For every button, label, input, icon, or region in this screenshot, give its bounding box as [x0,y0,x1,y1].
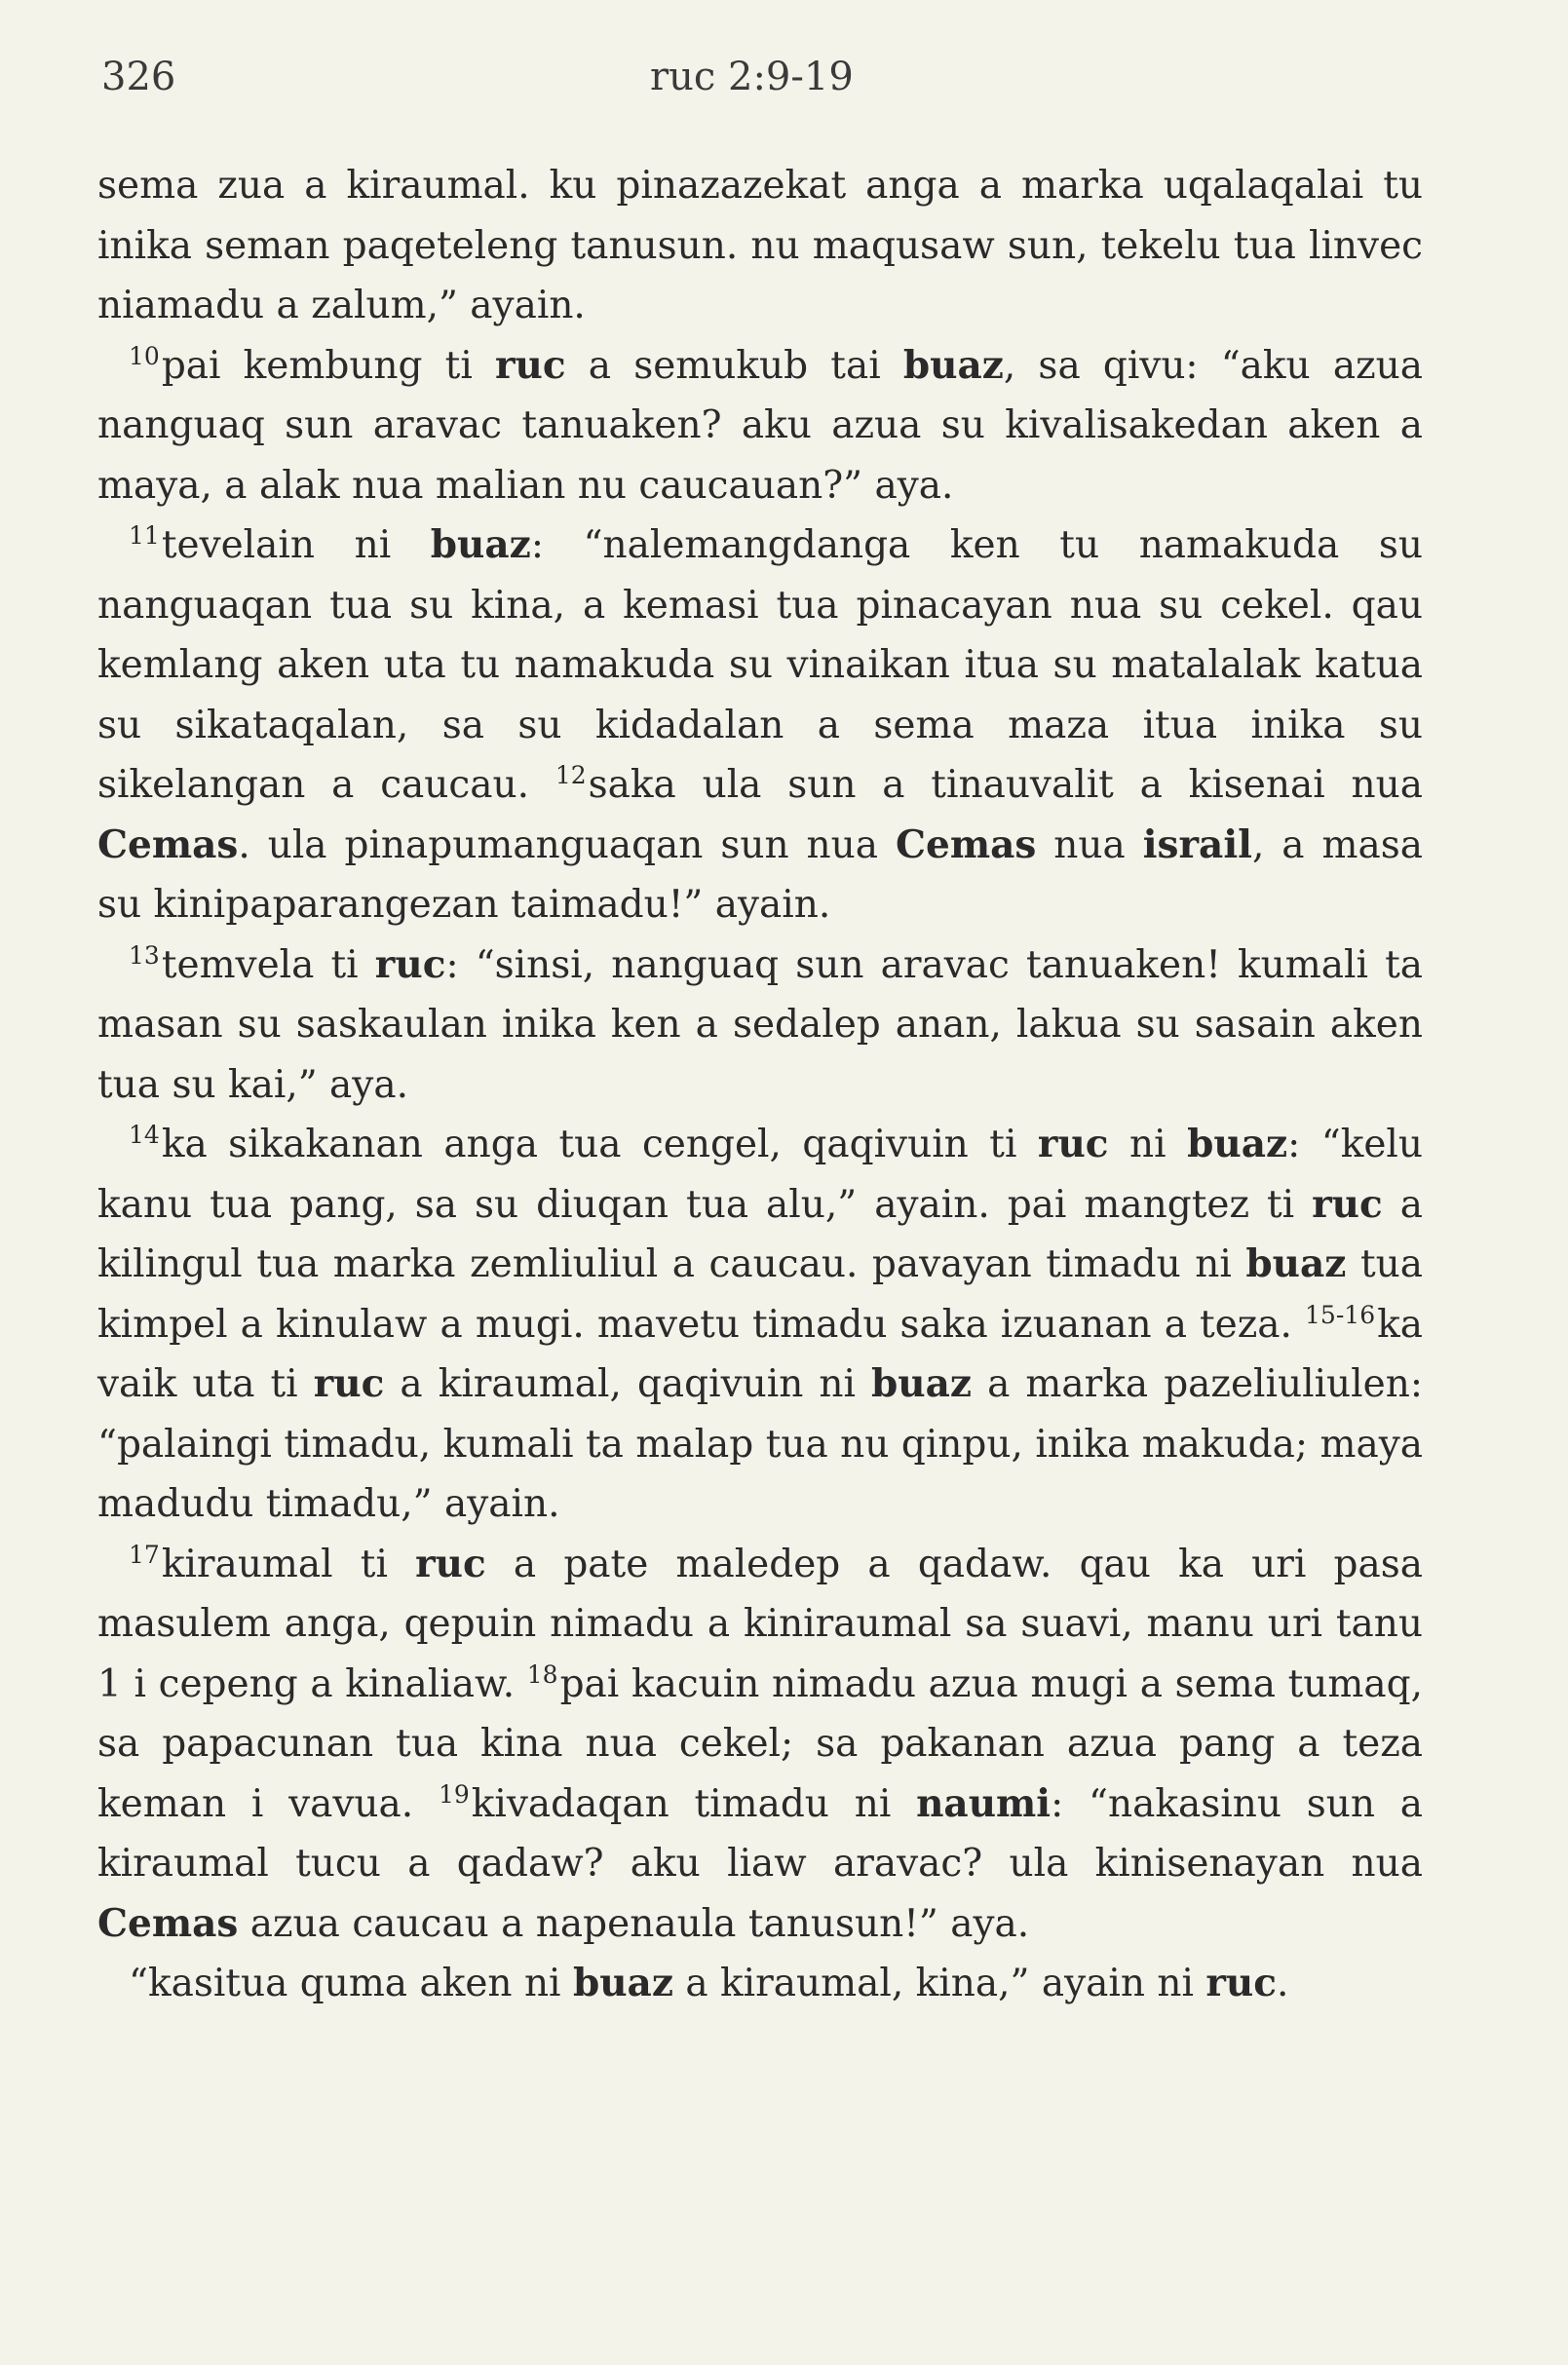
text-run: saka ula sun a tinauvalit a kisenai nua [588,763,1423,807]
verse-number: 19 [438,1779,470,1809]
text-run: nua [1036,822,1143,867]
text-run: sema zua a kiraumal. ku pinazazekat anga a marka uqalaqalai tu inika seman paqeteleng tanusun. nu maqusaw sun, tekelu tua linvec niamadu a zalum,” ayain. [97,164,1423,327]
page-header [101,55,1467,113]
text-run: , a masa su kinipaparangezan taimadu!” ayain. [97,822,1424,927]
paragraph [97,1535,1423,1955]
text-run: a kiraumal, kina,” ayain ni [672,1962,1206,2005]
text-run: pai kembung ti [161,343,495,388]
bold-name: ruc [374,941,446,987]
bold-name: Cemas [97,821,239,867]
bold-name: ruc [313,1361,385,1406]
text-run: : “nalemangdanga ken tu namakuda su nanguaqan tua su kina, a kemasi tua pinacayan nua su cekel. qau kemlang aken uta tu namakuda su vinaikan itua su matalalak katua su sikataqalan, sa su kidadalan a sema maza itua inika su sikelangan a caucau. [97,523,1423,807]
text-run: azua caucau a napenaula tanusun!” aya. [238,1901,1030,1946]
running-head: ruc 2:9-19 [650,55,854,99]
text-run: tevelain ni [161,523,431,567]
bold-name: buaz [1245,1241,1347,1286]
text-run: , sa qivu: “aku azua nanguaq sun aravac tanuaken? aku azua su kivalisakedan aken a maya, a alak nua malian nu caucauan?” aya. [97,343,1423,508]
text-run: temvela ti [161,942,375,987]
verse-number: 15-16 [1305,1300,1376,1329]
text-run: a pate maledep a qadaw. qau ka uri pasa masulem anga, qepuin nimadu a kiniraumal sa suavi, manu uri tanu 1 i cepeng a kinaliaw. [97,1542,1423,1706]
page-body-text [97,156,1423,2014]
verse-number: 14 [129,1121,160,1150]
paragraph [97,156,1423,336]
verse-number: 10 [129,341,160,370]
verse-number: 12 [555,761,587,790]
bold-name: ruc [494,342,566,388]
bold-name: ruc [415,1541,486,1586]
text-run: a semukub tai [565,343,903,388]
text-run: a kiraumal, qaqivuin ni [384,1362,872,1406]
text-run: . [1277,1962,1289,2005]
paragraph [97,336,1423,516]
bold-name: buaz [430,522,531,567]
paragraph [97,935,1423,1116]
text-run: kiraumal ti [161,1542,416,1586]
text-run: kivadaqan timadu ni [471,1781,917,1826]
text-run: ni [1108,1123,1188,1166]
text-run: a marka pazeliuliulen: “palaingi timadu, kumali ta malap tua nu qinpu, inika makuda; maya madudu timadu,” ayain. [97,1362,1423,1526]
text-run: : “kelu kanu tua pang, sa su diuqan tua alu,” ayain. pai mangtez ti [97,1123,1423,1227]
paragraph [97,1954,1423,2014]
text-run: : “nakasinu sun a kiraumal tucu a qadaw? aku liaw aravac? ula kinisenayan nua [97,1781,1423,1886]
bold-name: buaz [902,342,1004,388]
verse-number: 17 [129,1540,160,1569]
bold-name: ruc [1037,1122,1109,1166]
verse-number: 11 [129,521,160,551]
page-number: 326 [101,55,176,99]
text-run: . ula pinapumanguaqan sun nua [238,822,896,867]
bold-name: ruc [1205,1961,1278,2005]
bold-name: israil [1142,821,1252,867]
bold-name: buaz [871,1361,973,1406]
text-run: : “sinsi, nanguaq sun aravac tanuaken! kumali ta masan su saskaulan inika ken a sedalep anan, lakua su sasain aken tua su kai,” aya. [97,942,1424,1107]
bold-name: Cemas [895,821,1037,867]
bold-name: naumi [916,1780,1052,1826]
bold-name: buaz [1187,1122,1288,1166]
verse-number: 13 [129,940,160,970]
paragraph [97,515,1423,935]
text-run: tua kimpel a kinulaw a mugi. mavetu timadu saka izuanan a teza. [97,1242,1423,1347]
verse-number: 18 [526,1659,558,1689]
text-run: pai kacuin nimadu azua mugi a sema tumaq, sa papacunan tua kina nua cekel; sa pakanan azua pang a teza keman i vavua. [97,1661,1423,1826]
text-run: ka vaik uta ti [97,1302,1423,1406]
paragraph [97,1115,1423,1535]
bold-name: buaz [572,1961,673,2005]
text-run: a kilingul tua marka zemliuliul a caucau. pavayan timadu ni [97,1182,1423,1286]
text-run: “kasitua quma aken ni [129,1962,573,2005]
bold-name: ruc [1312,1181,1383,1227]
bold-name: Cemas [97,1900,239,1946]
text-run: ka sikakanan anga tua cengel, qaqivuin ti [161,1123,1038,1166]
